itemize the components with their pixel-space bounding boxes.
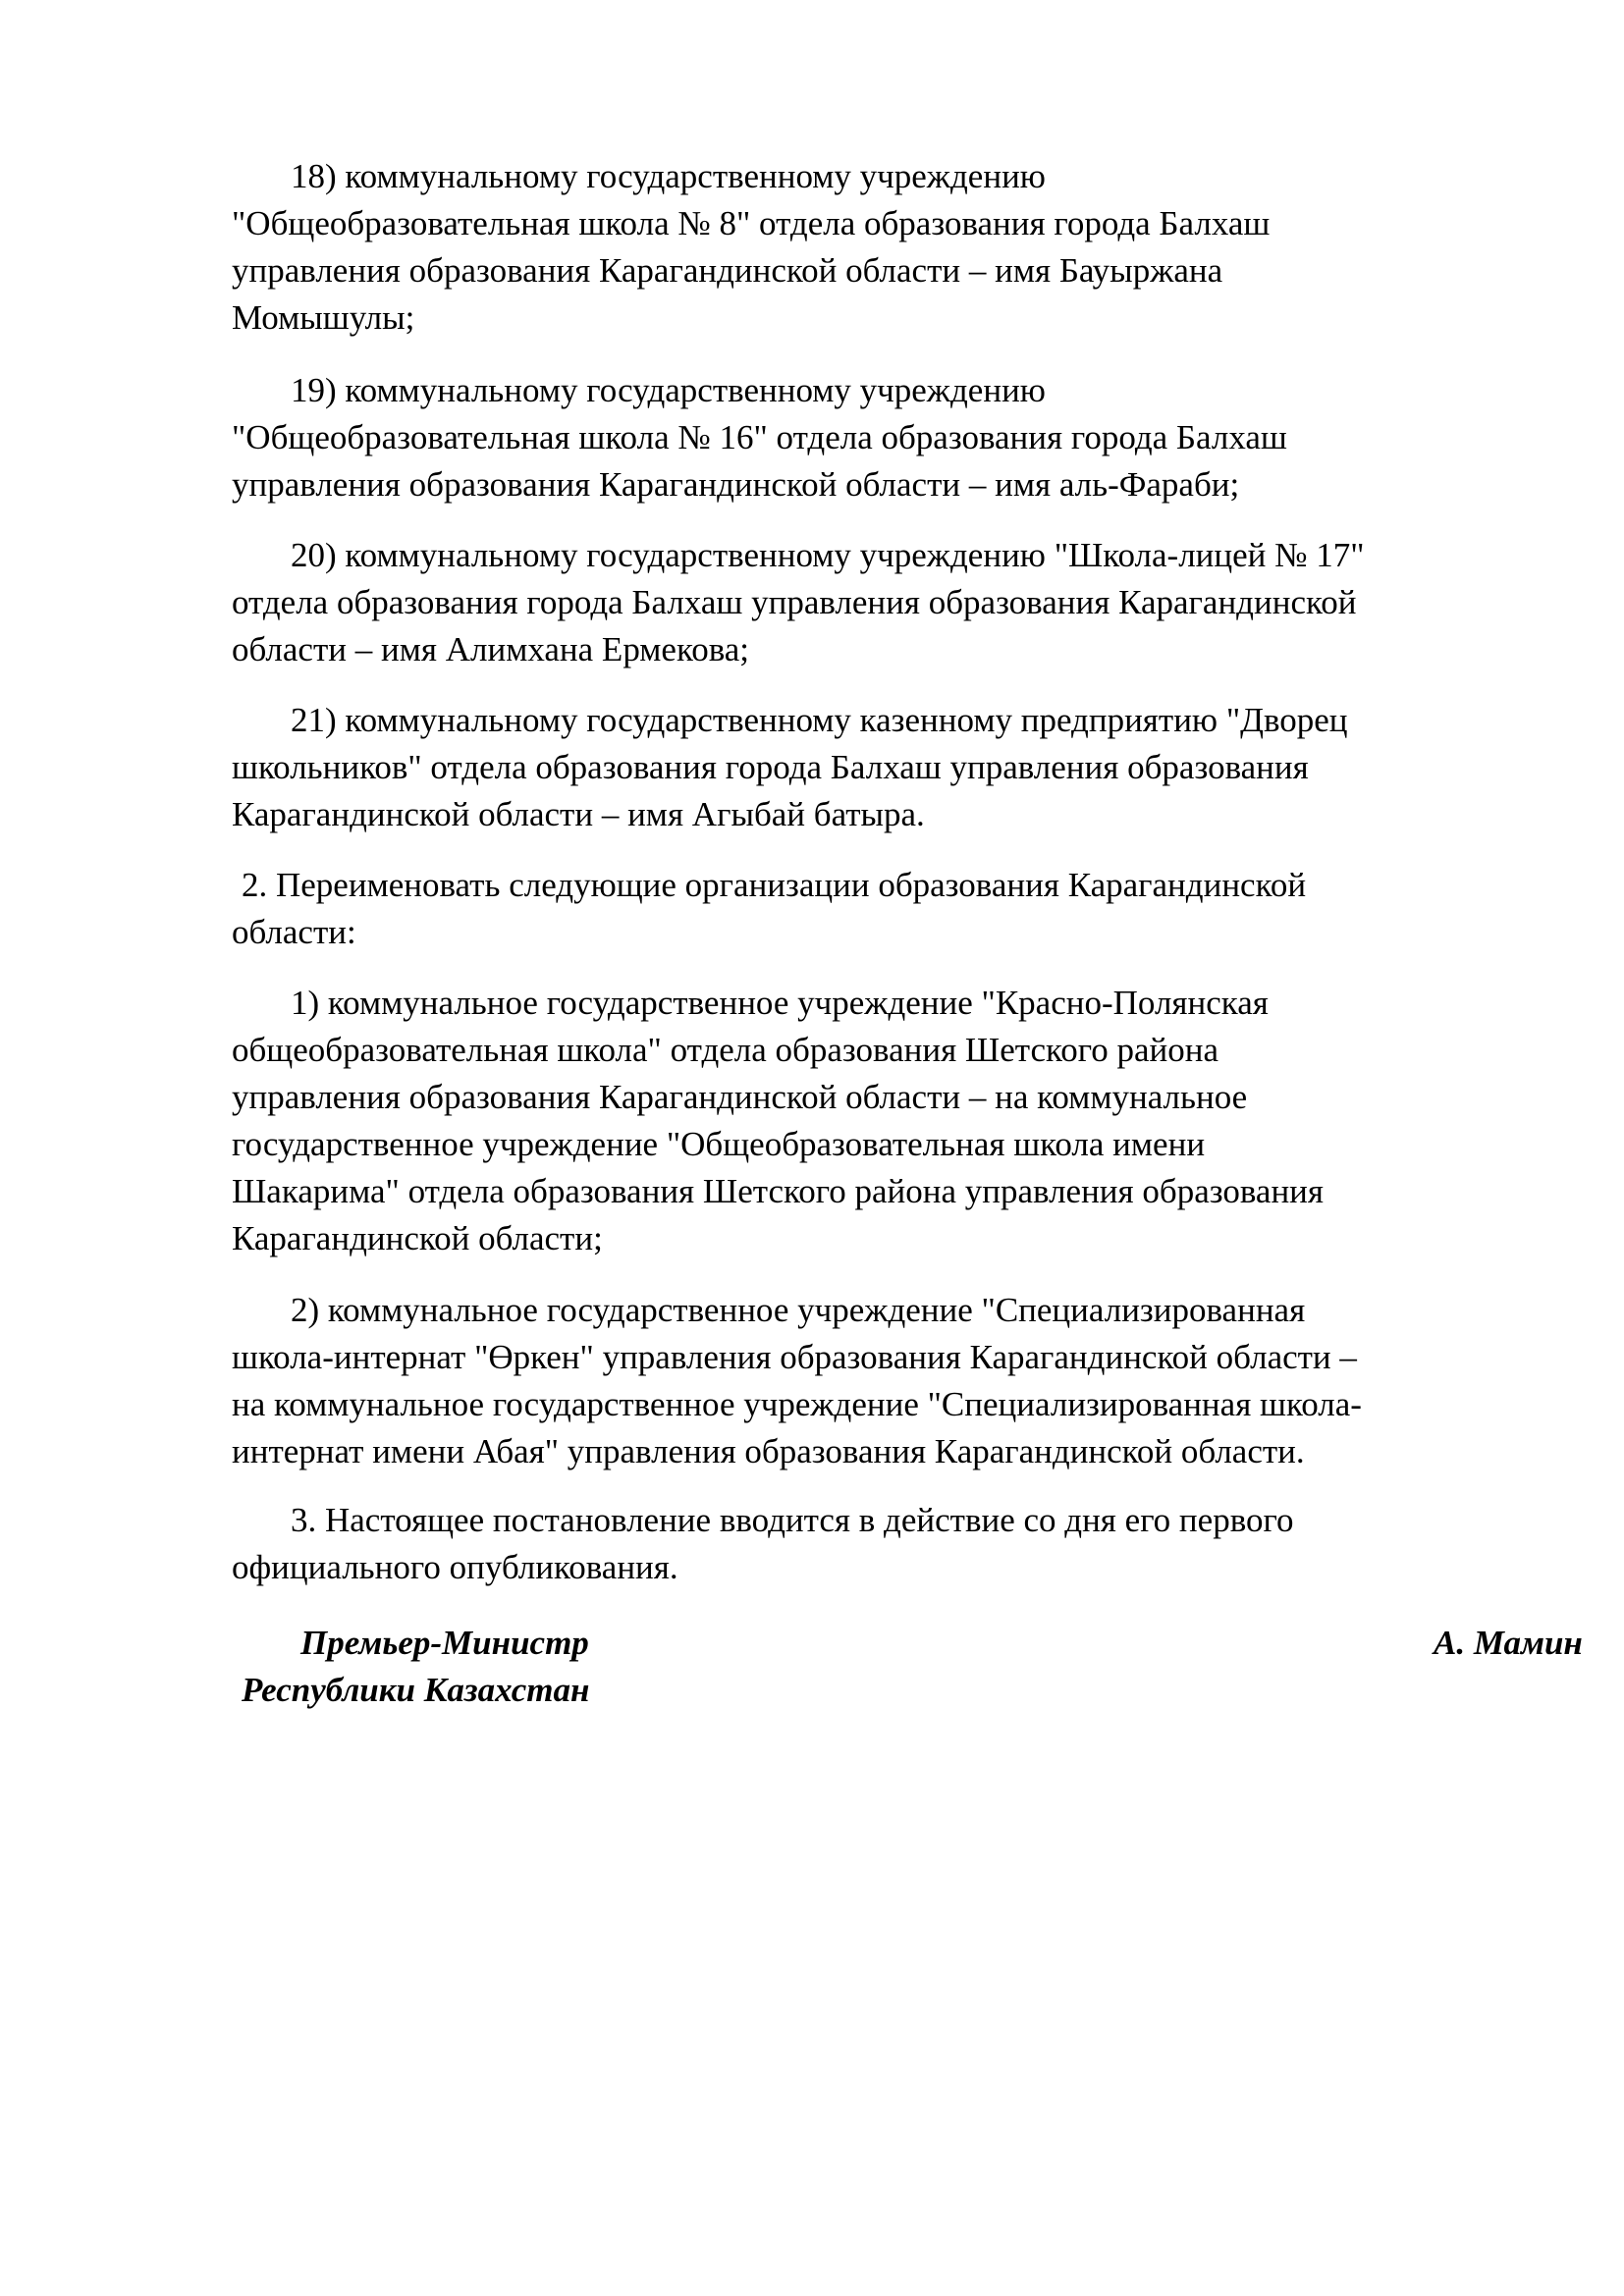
text-line: 2. Переименовать следующие организации образования Карагандинской <box>242 866 1307 904</box>
text-line: 20) коммунальному государственному учреждению "Школа-лицей № 17" <box>291 536 1365 574</box>
text-line: области – имя Алимхана Ермекова; <box>232 630 750 668</box>
text-line: на коммунальное государственное учреждение "Специализированная школа- <box>232 1385 1362 1423</box>
text-line: "Общеобразовательная школа № 16" отдела образования города Балхаш <box>232 418 1287 456</box>
text-line: управления образования Карагандинской области – имя аль-Фараби; <box>232 465 1240 504</box>
text-line: школа-интернат "Өркен" управления образования Карагандинской области – <box>232 1338 1357 1376</box>
list-item-18 <box>232 153 1508 342</box>
section-3 <box>232 1497 1508 1591</box>
list-item-20 <box>232 532 1508 673</box>
text-line: Момышулы; <box>232 298 415 337</box>
text-line: 18) коммунальному государственному учреждению <box>291 157 1046 195</box>
text-line: государственное учреждение "Общеобразовательная школа имени <box>232 1125 1206 1163</box>
text-line: интернат имени Абая" управления образования Карагандинской области. <box>232 1432 1305 1470</box>
text-line: 3. Настоящее постановление вводится в действие со дня его первого <box>291 1501 1294 1539</box>
text-line: 21) коммунальному государственному казенному предприятию "Дворец <box>291 701 1348 739</box>
text-line: управления образования Карагандинской области – на коммунальное <box>232 1078 1248 1116</box>
section-2 <box>232 862 1508 956</box>
text-line: "Общеобразовательная школа № 8" отдела образования города Балхаш <box>232 204 1271 242</box>
text-line: 1) коммунальное государственное учреждение "Красно-Полянская <box>291 984 1269 1022</box>
text-line: общеобразовательная школа" отдела образования Шетского района <box>232 1031 1219 1069</box>
text-line: 2) коммунальное государственное учреждение "Специализированная <box>291 1291 1306 1329</box>
text-line: школьников" отдела образования города Балхаш управления образования <box>232 748 1309 786</box>
text-line: официального опубликования. <box>232 1548 678 1586</box>
signature-name: А. Мамин <box>1434 1624 1583 1662</box>
text-line: управления образования Карагандинской области – имя Бауыржана <box>232 251 1223 290</box>
text-line: области: <box>232 913 356 951</box>
text-line: 19) коммунальному государственному учреждению <box>291 371 1046 409</box>
signature-position-line2: Республики Казахстан <box>242 1671 590 1709</box>
text-line: отдела образования города Балхаш управления образования Карагандинской <box>232 583 1357 621</box>
sub-item-1 <box>232 980 1508 1262</box>
text-line: Шакарима" отдела образования Шетского района управления образования <box>232 1172 1325 1210</box>
list-item-19 <box>232 367 1508 508</box>
text-line: Карагандинской области – имя Агыбай батыра. <box>232 795 925 833</box>
list-item-21 <box>232 697 1508 838</box>
text-line: Карагандинской области; <box>232 1219 603 1257</box>
signature-position-line1: Премьер-Министр <box>300 1624 589 1662</box>
sub-item-2 <box>232 1287 1508 1475</box>
